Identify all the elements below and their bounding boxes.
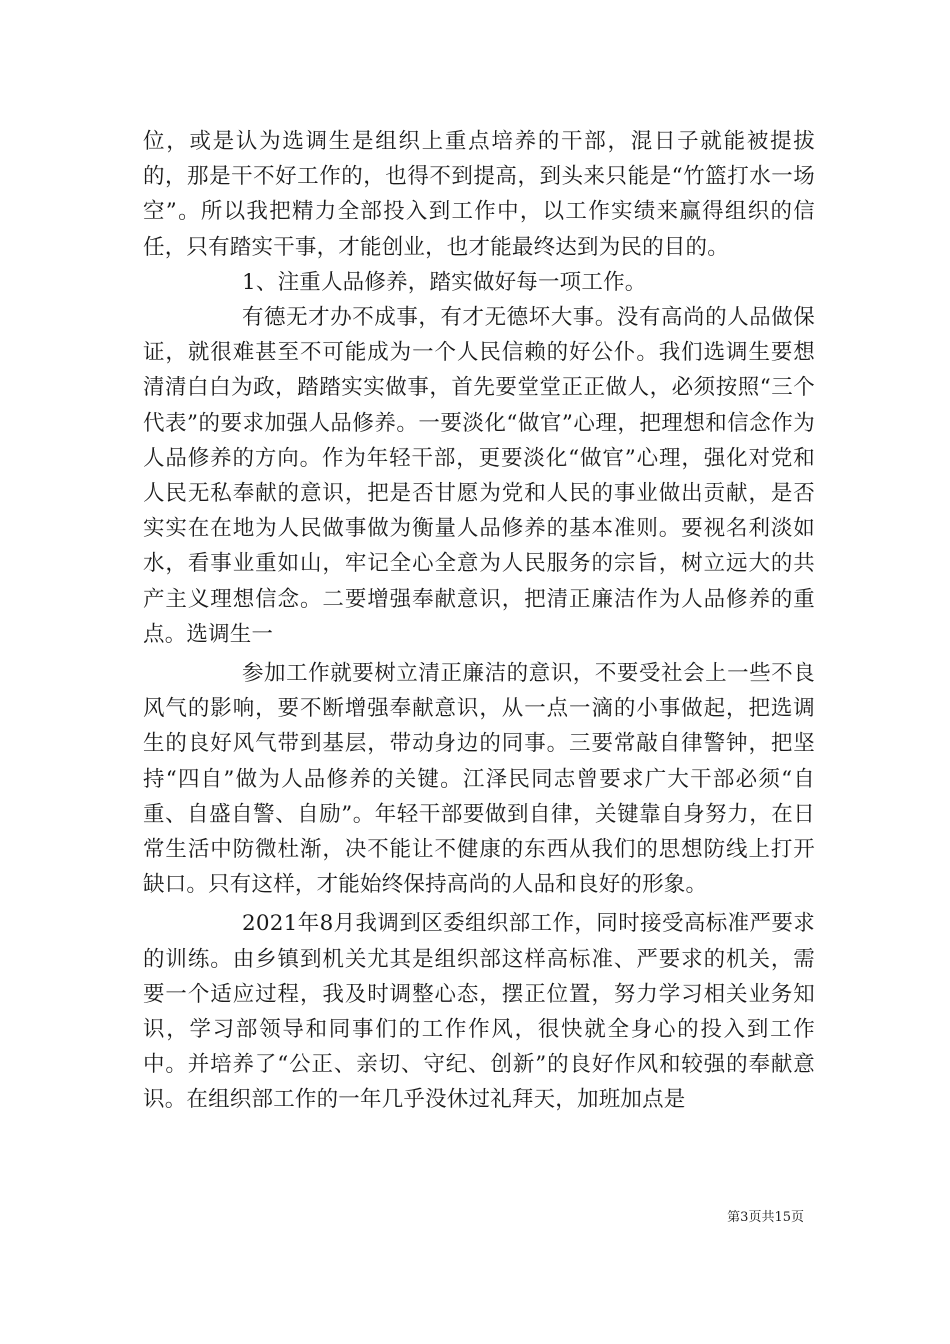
paragraph-character: 有德无才办不成事，有才无德坏大事。没有高尚的人品做保证，就很难甚至不可能成为一个人民信赖的好公仆。我们选调生要想清清白白为政，踏踏实实做事，首先要堂堂正正做人，必须按照“三个代表”的要求加强人品修养。一要淡化“做官”心理，把理想和信念作为人品修养的方向。作为年轻干部，更要淡化“做官”心理，强化对党和人民无私奉献的意识，把是否甘愿为党和人民的事业做出贡献，是否实实在在地为人民做事做为衡量人品修养的基本准则。要视名利淡如水，看事业重如山，牢记全心全意为人民服务的宗旨，树立远大的共产主义理想信念。二要增强奉献意识，把清正廉洁作为人品修养的重点。选调生一	[143, 305, 815, 647]
paragraph-organization-work: 2021年8月我调到区委组织部工作，同时接受高标准严要求的训练。由乡镇到机关尤其是组织部这样高标准、严要求的机关，需要一个适应过程，我及时调整心态，摆正位置，努力学习相关业务知识，学习部领导和同事们的工作作风，很快就全身心的投入到工作中。并培养了“公正、亲切、守纪、创新”的良好作风和较强的奉献意识。在组织部工作的一年几乎没休过礼拜天，加班加点是	[143, 911, 815, 1113]
paragraph-continuation: 位，或是认为选调生是组织上重点培养的干部，混日子就能被提拔的，那是干不好工作的，也得不到提高，到头来只能是“竹篮打水一场空”。所以我把精力全部投入到工作中，以工作实绩来赢得组织的信任，只有踏实干事，才能创业，也才能最终达到为民的目的。	[143, 129, 815, 260]
document-body	[143, 124, 815, 1118]
page-number: 第3页共15页	[727, 1210, 804, 1225]
paragraph-integrity: 参加工作就要树立清正廉洁的意识，不要受社会上一些不良风气的影响，要不断增强奉献意识，从一点一滴的小事做起，把选调生的良好风气带到基层，带动身边的同事。三要常敲自律警钟，把坚持“四自”做为人品修养的关键。江泽民同志曾要求广大干部必须“自重、自盛自警、自励”。年轻干部要做到自律，关键靠自身努力，在日常生活中防微杜渐，决不能让不健康的东西从我们的思想防线上打开缺口。只有这样，才能始终保持高尚的人品和良好的形象。	[143, 661, 815, 898]
section-heading: 1、注重人品修养，踏实做好每一项工作。	[242, 269, 647, 295]
